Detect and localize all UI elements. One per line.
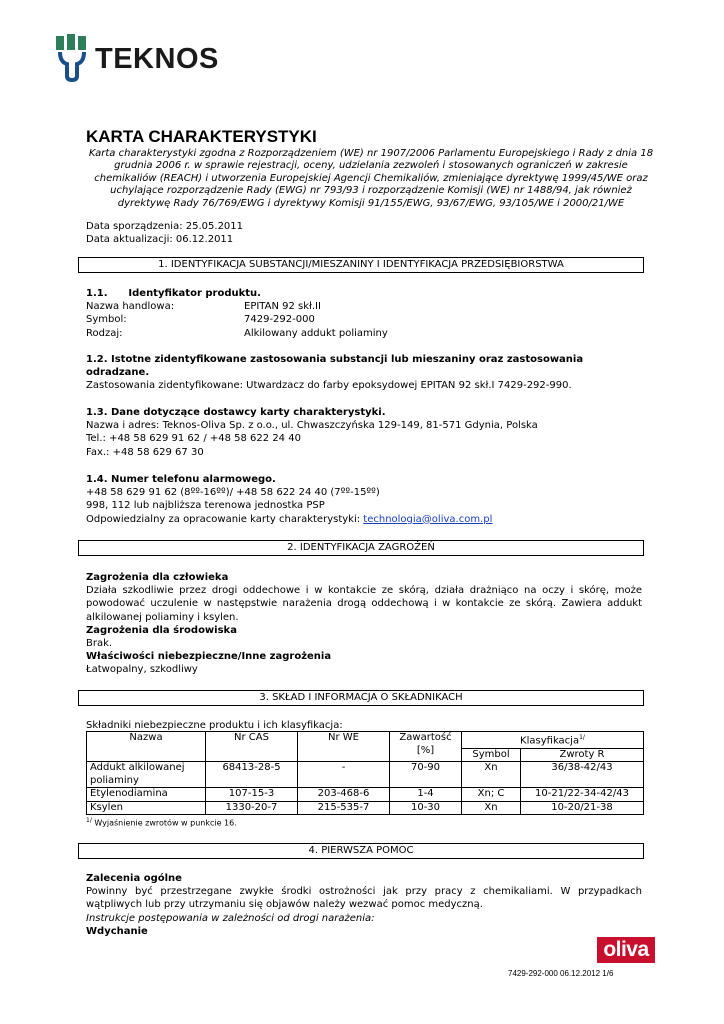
supplier-address: Nazwa i adres: Teknos-Oliva Sp. z o.o., ul. Chwaszczyńska 129-149, 81-571 Gdynia, Polska [86,420,538,432]
section-4-header: 4. PIERWSZA POMOC [78,843,644,859]
section-1-4-title: 1.4. Numer telefonu alarmowego. [86,474,276,485]
component-r: 36/38-42/43 [521,762,644,788]
col-class-header: Klasyfikacja$^{1/}$ [462,732,644,749]
section-1-1 [86,287,642,340]
properties-text: Łatwopalny, szkodliwy [86,664,198,676]
col-we-header: Nr WE [298,732,390,762]
section-4-body [86,872,642,938]
component-we: 215-535-7 [298,801,390,815]
teknos-emblem-icon [52,32,94,82]
human-hazards-text: Działa szkodliwie przez drogi oddechowe i w kontakcie ze skórą, działa drażniąco na oczy i skórę, może powodować uczulenie w następstwie narażenia drogą oddechową i w kontakcie ze skórą. Zawiera addukt alkilowanej poliaminy i ksylen. [86,585,642,623]
table-row [87,762,644,788]
section-1-header: 1. IDENTYFIKACJA SUBSTANCJI/MIESZANINY I IDENTYFIKACJA PRZEDSIĘBIORSTWA [78,257,644,273]
supplier-phone: Tel.: +48 58 629 91 62 / +48 58 622 24 40 [86,433,301,445]
component-r: 10-21/22-34-42/43 [521,788,644,802]
component-we: 203-468-6 [298,788,390,802]
section-1-4 [86,473,642,526]
component-content: 70-90 [390,762,462,788]
component-cas: 1330-20-7 [206,801,298,815]
general-advice-title: Zalecenia ogólne [86,873,182,884]
instructions-text: Instrukcje postępowania w zależności od drogi narażenia: [86,912,375,924]
component-r: 10-20/21-38 [521,801,644,815]
component-we: - [298,762,390,788]
section-3-header: 3. SKŁAD I INFORMACJA O SKŁADNIKACH [78,690,644,706]
teknos-wordmark: TEKNOS [95,43,219,75]
regulation-intro: Karta charakterystyki zgodna z Rozporządzeniem (WE) nr 1907/2006 Parlamentu Europejskiego i Rady z dnia 18 grudnia 2006 r. w sprawie rejestracji, oceny, udzielania zezwoleń i stosowanych ograniczeń w zakresie chemikaliów (REACH) i utworzenia Europejskiej Agencji Chemikaliów, zmieniające dyrektywę 1999/45/WE oraz uchylające rozporządzenie Rady (EWG) nr 793/93 i rozporządzenie Komisji (WE) nr 1488/94, jak również dyrektywę Rady 76/769/EWG i dyrektywy Komisji 91/155/EWG, 93/67/EWG, 93/105/WE i 2000/21/WE [88,148,654,209]
component-symbol: Xn [462,762,521,788]
type-label: Rodzaj: [86,327,123,339]
type-value: Alkilowany addukt poliaminy [244,327,388,339]
emergency-services: 998, 112 lub najbliższa terenowa jednostka PSP [86,500,325,512]
col-content-header: Zawartość [%] [390,732,462,762]
page-title: KARTA CHARAKTERYSTYKI [86,127,317,146]
component-content: 10-30 [390,801,462,815]
section-2-body [86,571,642,677]
section-1-3-title: 1.3. Dane dotyczące dostawcy karty charakterystyki. [86,407,386,418]
section-2-header: 2. IDENTYFIKACJA ZAGROŻEŃ [78,540,644,556]
responsible-label: Odpowiedzialny za opracowanie karty charakterystyki: [86,513,364,525]
responsible-email-link[interactable]: technologia@oliva.com.pl [363,513,493,525]
document-dates [86,221,243,246]
component-name: Etylenodiamina [87,788,206,802]
env-hazards-text: Brak. [86,638,113,650]
components-table [86,731,644,815]
trade-name-label: Nazwa handlowa: [86,301,175,313]
component-symbol: Xn [462,801,521,815]
created-date: Data sporządzenia: 25.05.2011 [86,221,244,232]
component-symbol: Xn; C [462,788,521,802]
section-1-3 [86,406,642,459]
page-footer: 7429-292-000 06.12.2012 1/6 [508,969,614,978]
section-1-1-title: 1.1. Identyfikator produktu. [86,288,261,299]
general-advice-text: Powinny być przestrzegane zwykłe środki ostrożności jak przy pracy z chemikaliami. W przypadkach wątpliwych lub przy utrzymaniu się objawów należy wezwać pomoc medyczną. [86,886,642,911]
section-1-2 [86,353,642,393]
symbol-value: 7429-292-000 [244,314,315,326]
symbol-label: Symbol: [86,314,127,326]
trade-name-value: EPITAN 92 skł.II [244,301,321,313]
components-intro: Składniki niebezpieczne produktu i ich klasyfikacja: [86,720,343,731]
table-row [87,788,644,802]
properties-title: Właściwości niebezpieczne/Inne zagrożenia [86,651,332,663]
component-name: Addukt alkilowanej poliaminy [87,762,206,788]
col-r-header: Zwroty R [521,748,644,762]
emergency-phone: +48 58 629 91 62 (8ºº-16ºº)/ +48 58 622 24 40 (7ºº-15ºº) [86,487,380,499]
table-row [87,801,644,815]
col-cas-header: Nr CAS [206,732,298,762]
col-symbol-header: Symbol [462,748,521,762]
inhalation-title: Wdychanie [86,925,148,937]
component-content: 1-4 [390,788,462,802]
human-hazards-title: Zagrożenia dla człowieka [86,572,229,583]
section-1-2-title: 1.2. Istotne zidentyfikowane zastosowania substancji lub mieszaniny oraz zastosowania odradzane. [86,354,584,379]
env-hazards-title: Zagrożenia dla środowiska [86,624,237,636]
component-name: Ksylen [87,801,206,815]
table-footnote: $^{1/}$ Wyjaśnienie zwrotów w punkcie 16. [86,817,237,828]
section-1-2-text: Zastosowania zidentyfikowane: Utwardzacz do farby epoksydowej EPITAN 92 skł.I 7429-292-990. [86,380,572,392]
component-cas: 107-15-3 [206,788,298,802]
component-cas: 68413-28-5 [206,762,298,788]
supplier-fax: Fax.: +48 58 629 67 30 [86,446,204,458]
col-name-header: Nazwa [87,732,206,762]
oliva-logo: oliva [597,937,655,963]
updated-date: Data aktualizacji: 06.12.2011 [86,233,234,245]
